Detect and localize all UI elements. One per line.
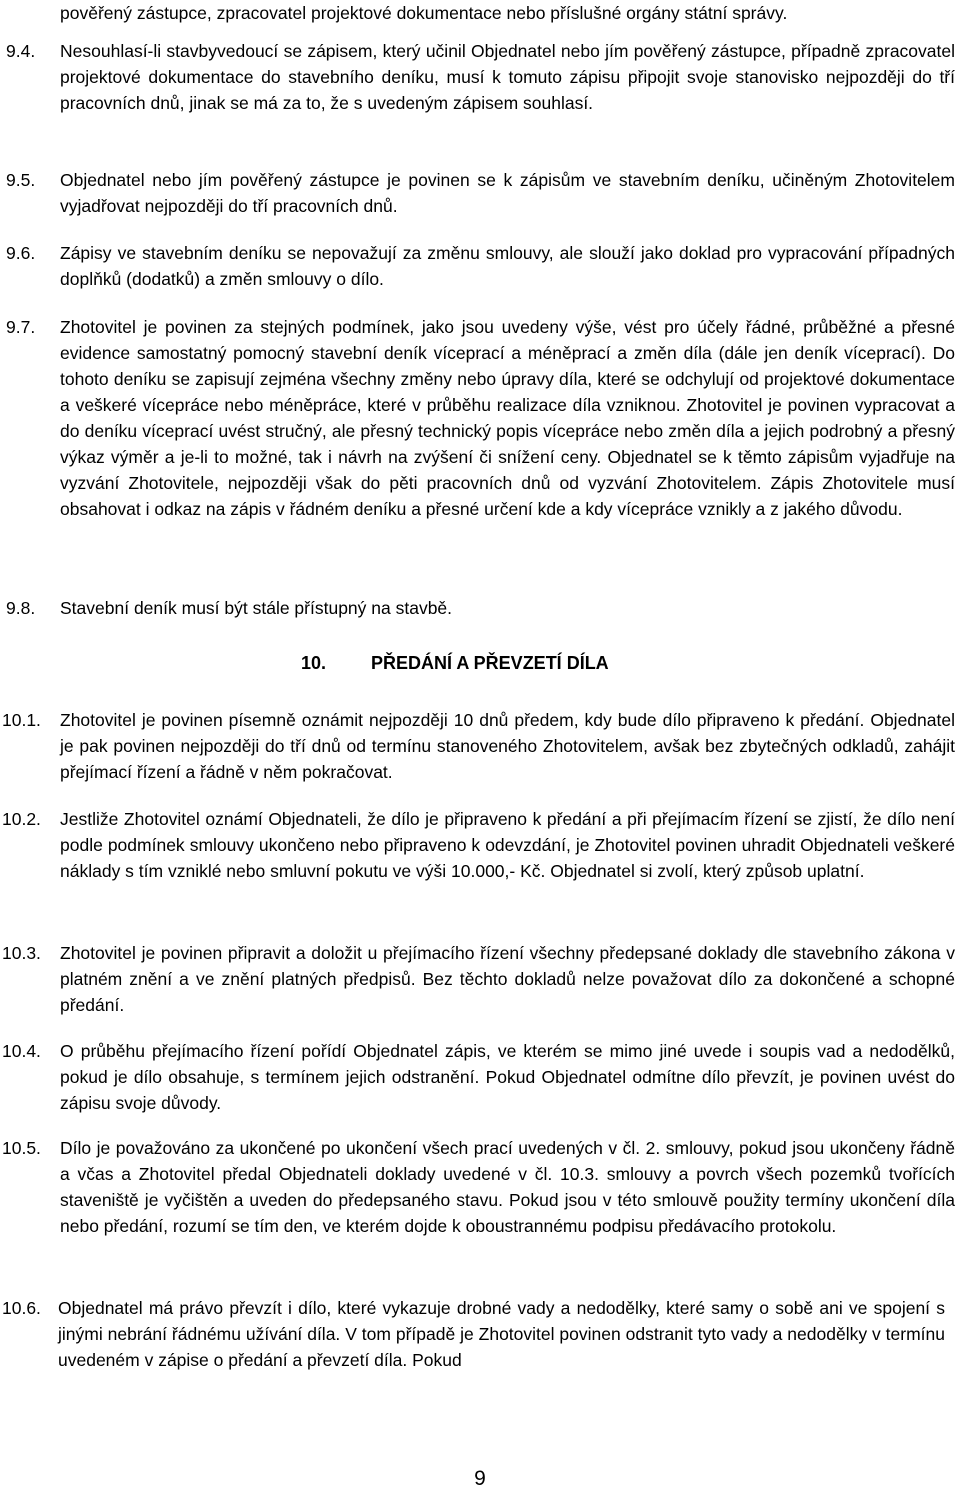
clause-number: 9.6. — [6, 243, 36, 263]
clause-text: Zhotovitel je povinen za stejných podmínek, jako jsou uvedeny výše, vést pro účely řádné, průběžné a přesné evidence samostatný pomocný stavební deník víceprací a méněprací a změn díla (dále jen deník víceprací). Do tohoto deníku se zapisují zejména všechny změny nebo úpravy díla, které se odchylují od projektové dokumentace a veškeré vícepráce nebo méněpráce, které v průběhu realizace díla vzniknou. Zhotovitel je povinen vypracovat a do deníku víceprací uvést stručný, ale přesný technický popis vícepráce nebo změn díla a jejich podrobný a přesný výkaz výměr a je-li to možné, tak i návrh na zvýšení či snížení ceny. Objednatel se k těmto zápisům vyjadřuje na vyzvání Zhotovitele, nejpozději však do pěti pracovních dnů od vyzvání Zhotovitelem. Zápis Zhotovitele musí obsahovat i odkaz na zápis v řádném deníku a přesné určení kde a kdy vícepráce vznikly a z jakého důvodu. — [60, 317, 955, 519]
clause-number: 9.8. — [6, 598, 36, 618]
clause-number: 10.1. — [2, 710, 41, 730]
page-number: 9 — [474, 1467, 486, 1490]
clause-9-5 — [0, 167, 955, 219]
clause-text: Zápisy ve stavebním deníku se nepovažují za změnu smlouvy, ale slouží jako doklad pro vypracování případných doplňků (dodatků) a změn smlouvy o dílo. — [60, 243, 955, 289]
continued-paragraph: pověřený zástupce, zpracovatel projektové dokumentace nebo příslušné orgány státní správy. — [60, 3, 788, 23]
clause-text: Jestliže Zhotovitel oznámí Objednateli, že dílo je připraveno k předání a při přejímacím řízení se zjistí, že dílo není podle podmínek smlouvy ukončeno nebo připraveno k odevzdání, je Zhotovitel povinen uhradit Objednateli veškeré náklady s tím vzniklé nebo smluvní pokutu ve výši 10.000,- Kč. Objednatel si zvolí, který způsob uplatní. — [60, 809, 955, 881]
clause-10-6 — [0, 1295, 955, 1373]
clause-number: 10.4. — [2, 1041, 41, 1061]
clause-number: 9.7. — [6, 317, 36, 337]
clause-text: Nesouhlasí-li stavbyvedoucí se zápisem, který učinil Objednatel nebo jím pověřený zástupce, případně zpracovatel projektové dokumentace do stavebního deníku, musí k tomuto zápisu připojit svoje stanovisko nejpozději do tří pracovních dnů, jinak se má za to, že s uvedeným zápisem souhlasí. — [60, 41, 955, 113]
clause-text: Zhotovitel je povinen připravit a doložit u přejímacího řízení všechny předepsané doklady dle stavebního zákona v platném znění a ve znění platných předpisů. Bez těchto dokladů nelze považovat dílo za dokončené a schopné předání. — [60, 943, 955, 1015]
clause-9-6 — [0, 240, 955, 292]
clause-10-3 — [0, 940, 955, 1018]
clause-text: O průběhu přejímacího řízení pořídí Objednatel zápis, ve kterém se mimo jiné uvede i soupis vad a nedodělků, pokud je dílo obsahuje, s termínem jejich odstranění. Pokud Objednatel odmítne dílo převzít, je povinen uvést do zápisu svoje důvody. — [60, 1041, 955, 1113]
clause-9-8 — [0, 595, 955, 621]
clause-9-7 — [0, 314, 955, 522]
clause-number: 10.2. — [2, 809, 41, 829]
clause-number: 9.5. — [6, 170, 36, 190]
clause-number: 10.5. — [2, 1138, 41, 1158]
clause-text: Zhotovitel je povinen písemně oznámit nejpozději 10 dnů předem, kdy bude dílo připraveno k předání. Objednatel je pak povinen nejpozději do tří dnů od termínu stanoveného Zhotovitelem, avšak bez zbytečných odkladů, zahájit přejímací řízení a řádně v něm pokračovat. — [60, 710, 955, 782]
clause-9-4 — [0, 38, 955, 116]
clause-number: 9.4. — [6, 41, 36, 61]
clause-10-2 — [0, 806, 955, 884]
clause-text: Objednatel nebo jím pověřený zástupce je povinen se k zápisům ve stavebním deníku, učiněným Zhotovitelem vyjadřovat nejpozději do tří pracovních dnů. — [60, 170, 955, 216]
clause-10-4 — [0, 1038, 955, 1116]
clause-text: Dílo je považováno za ukončené po ukončení všech prací uvedených v čl. 2. smlouvy, pokud jsou ukončeny řádně a včas a Zhotovitel předal Objednateli doklady uvedené v čl. 10.3. smlouvy a povrch všech pozemků tvořících staveniště je vyčištěn a uveden do předepsaného stavu. Pokud jsou v této smlouvě použity termíny ukončení díla nebo předání, rozumí se tím den, ve kterém dojde k oboustrannému podpisu předávacího protokolu. — [60, 1138, 955, 1236]
clause-text: Objednatel má právo převzít i dílo, které vykazuje drobné vady a nedodělky, které samy o sobě ani ve spojení s jinými nebrání řádnému užívání díla. V tom případě je Zhotovitel povinen odstranit tyto vady a nedodělky v termínu uvedeném v zápise o předání a převzetí díla. Pokud — [58, 1298, 945, 1370]
clause-10-1 — [0, 707, 955, 785]
clause-text: Stavební deník musí být stále přístupný na stavbě. — [60, 598, 453, 618]
clause-number: 10.6. — [2, 1298, 41, 1318]
section-number: 10. — [301, 653, 327, 673]
clause-10-5 — [0, 1135, 955, 1239]
clause-number: 10.3. — [2, 943, 41, 963]
section-title: PŘEDÁNÍ A PŘEVZETÍ DÍLA — [371, 653, 609, 673]
